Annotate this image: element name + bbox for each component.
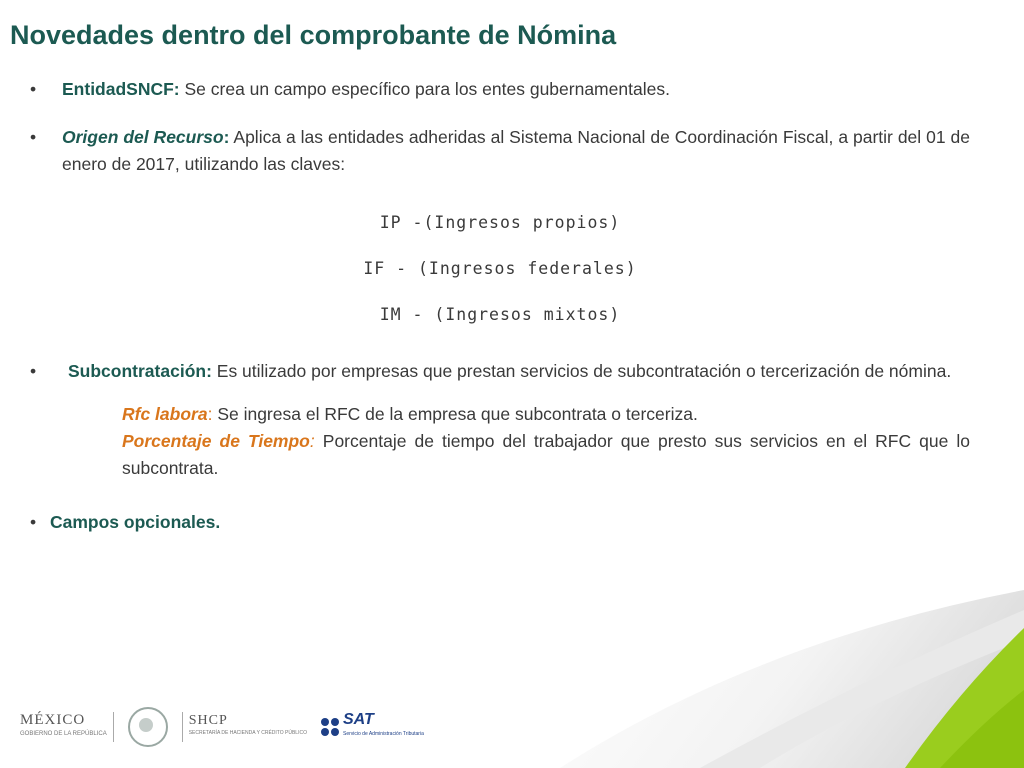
entidad-sncf-label: EntidadSNCF: (62, 79, 180, 99)
origen-recurso-colon: : (223, 127, 230, 147)
bullet-subcontratacion (30, 358, 970, 385)
bullet-entidad-sncf (30, 76, 970, 103)
campos-opcionales-label: Campos opcionales. (50, 512, 221, 532)
origen-recurso-label: Origen del Recurso (62, 127, 224, 147)
porcentaje-tiempo-colon: : (309, 431, 315, 451)
subcontratacion-label: Subcontratación: (68, 361, 212, 381)
entidad-sncf-text: Se crea un campo específico para los entes gubernamentales. (179, 79, 670, 99)
logo-mexico-text: MÉXICO (20, 712, 86, 728)
porcentaje-tiempo-label: Porcentaje de Tiempo (122, 431, 310, 451)
code-ip: IP -(Ingresos propios) (379, 213, 621, 232)
rfc-labora-text: Se ingresa el RFC de la empresa que subcontrata o terceriza. (212, 404, 698, 424)
logo-sat-subtext: Servicio de Administración Tributaria (342, 731, 424, 737)
logo-sat (343, 713, 424, 741)
bullet-dot: • (30, 79, 37, 99)
rfc-labora-item (30, 401, 970, 428)
bullet-campos-opcionales (30, 509, 970, 536)
code-if: IF - (Ingresos federales) (363, 259, 637, 278)
subcontratacion-text: Es utilizado por empresas que prestan servicios de subcontratación o tercerización de nómina. (211, 361, 952, 381)
logo-shcp-text: SHCP (188, 713, 228, 728)
bullet-dot: • (30, 127, 37, 147)
rfc-labora-colon: : (207, 404, 213, 424)
national-seal-icon (128, 707, 168, 747)
page-title: Novedades dentro del comprobante de Nómina (10, 20, 617, 50)
logo-separator (113, 712, 114, 742)
logo-mexico-subtext: GOBIERNO DE LA REPÚBLICA (20, 731, 107, 737)
logo-sat-text: SAT (342, 711, 374, 728)
porcentaje-tiempo-item (30, 428, 970, 482)
footer-logos (20, 705, 424, 749)
porcentaje-tiempo-text: Porcentaje de tiempo del trabajador que presto sus servicios en el RFC que lo subcontrata. (122, 431, 970, 478)
resource-codes (30, 200, 970, 338)
rfc-labora-label: Rfc labora (122, 404, 208, 424)
bullet-origen-recurso (30, 124, 970, 178)
logo-separator (182, 712, 183, 742)
logo-shcp (189, 715, 307, 739)
bullet-dot: • (30, 361, 37, 381)
bullet-dot: • (30, 512, 37, 532)
origen-recurso-text: Aplica a las entidades adheridas al Sistema Nacional de Coordinación Fiscal, a partir del 01 de enero de 2017, utilizando las claves: (62, 127, 970, 174)
logo-mexico (20, 713, 107, 741)
code-im: IM - (Ingresos mixtos) (379, 305, 621, 324)
sat-mark-icon (321, 718, 339, 736)
logo-shcp-subtext: SECRETARÍA DE HACIENDA Y CRÉDITO PÚBLICO (188, 730, 307, 736)
slide-content (30, 76, 970, 536)
